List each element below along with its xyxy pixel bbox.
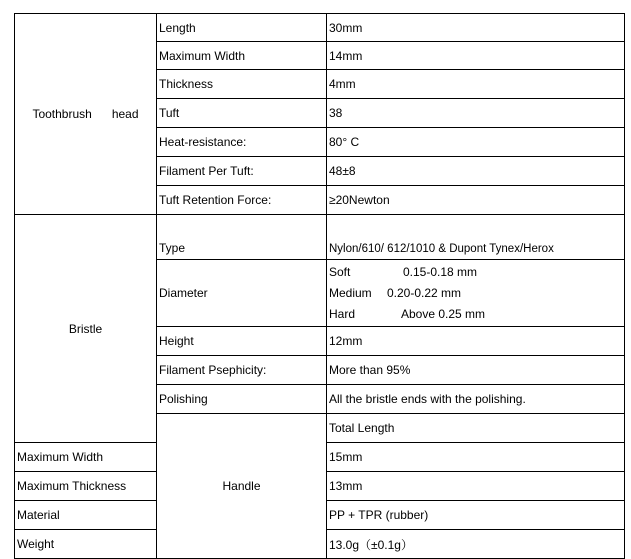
- diameter-range: Above 0.25 mm: [401, 306, 486, 321]
- row-label: Maximum Width: [15, 443, 157, 472]
- diameter-line: [329, 283, 622, 304]
- row-label: Type: [157, 215, 327, 260]
- row-value: 80° C: [327, 128, 625, 157]
- row-label: Maximum Thickness: [15, 472, 157, 501]
- table-row: [15, 14, 625, 42]
- table-row: [15, 215, 625, 260]
- row-label: Maximum Width: [157, 42, 327, 70]
- row-label: Material: [15, 501, 157, 530]
- row-label: Length: [157, 14, 327, 42]
- row-value: ≥20Newton: [327, 186, 625, 215]
- row-value: More than 95%: [327, 356, 625, 385]
- row-value: 13mm: [327, 472, 625, 501]
- row-label: Total Length: [327, 414, 625, 443]
- row-value: 48±8: [327, 157, 625, 186]
- row-value: 30mm: [327, 14, 625, 42]
- diameter-line: [329, 262, 622, 283]
- row-value: 15mm: [327, 443, 625, 472]
- group-handle: Handle: [157, 414, 327, 559]
- spec-table: [14, 13, 625, 559]
- row-value: All the bristle ends with the polishing.: [327, 385, 625, 414]
- row-value: 4mm: [327, 70, 625, 99]
- row-value: Nylon/610/ 612/1010 & Dupont Tynex/Herox: [327, 215, 625, 260]
- row-value: 38: [327, 99, 625, 128]
- row-label: Thickness: [157, 70, 327, 99]
- row-label: Tuft Retention Force:: [157, 186, 327, 215]
- row-label: Diameter: [157, 260, 327, 327]
- diameter-range: 0.20-0.22 mm: [387, 285, 462, 300]
- row-label: Weight: [15, 530, 157, 559]
- row-value: 12mm: [327, 327, 625, 356]
- row-label: Polishing: [157, 385, 327, 414]
- row-label: Tuft: [157, 99, 327, 128]
- group-toothbrush-head: Toothbrush head: [15, 14, 157, 215]
- diameter-range: 0.15-0.18 mm: [403, 264, 478, 279]
- diameter-grade: Medium: [329, 285, 372, 300]
- row-label: Height: [157, 327, 327, 356]
- row-label: Filament Per Tuft:: [157, 157, 327, 186]
- row-label: Filament Psephicity:: [157, 356, 327, 385]
- row-label: Heat-resistance:: [157, 128, 327, 157]
- group-bristle: Bristle: [15, 215, 157, 443]
- diameter-values: [327, 260, 625, 327]
- row-value: 13.0g（±0.1g）: [327, 530, 625, 559]
- diameter-grade: Hard: [329, 306, 356, 321]
- diameter-line: [329, 304, 622, 325]
- row-value: PP + TPR (rubber): [327, 501, 625, 530]
- row-value: 14mm: [327, 42, 625, 70]
- diameter-grade: Soft: [329, 264, 351, 279]
